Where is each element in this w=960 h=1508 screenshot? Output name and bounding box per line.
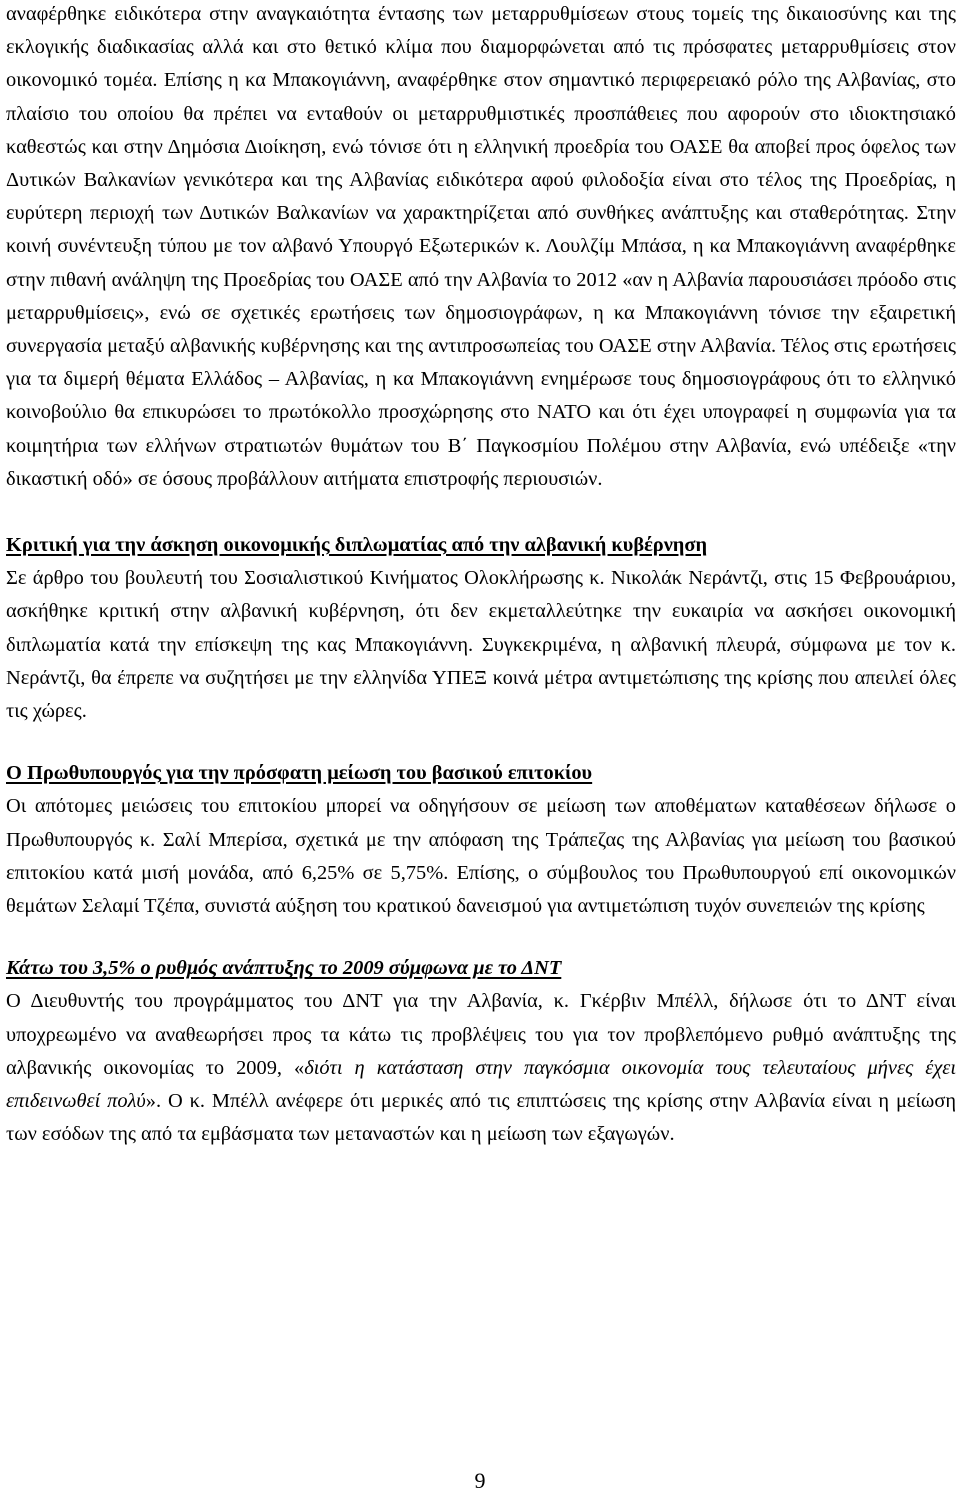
section-body: Σε άρθρο του βουλευτή του Σοσιαλιστικού Κινήματος Ολοκλήρωσης κ. Νικολάκ Νεράντζι, στις 15 Φεβρουάριου, ασκήθηκε κριτική στην αλβανική κυβέρνηση, ότι δεν εκμεταλλεύτηκε την ευκαιρία να ασκήσει οικονομική διπλωματία κατά την επίσκεψη της κας Μπακογιάννη. Συγκεκριμένα, η αλβανική πλευρά, σύμφωνα με τον κ. Νεράντζι, θα έπρεπε να συζητήσει με την ελληνίδα ΥΠΕΞ κοινά μέτρα αντιμετώπισης της κρίσης που απειλεί όλες τις χώρες. [6,567,956,723]
page-number: 9 [474,1468,486,1493]
section-heading: Κριτική για την άσκηση οικονομικής διπλωματίας από την αλβανική κυβέρνηση [6,534,708,557]
section-interest-rate [6,757,956,923]
body-text: Ο Διευθυντής του προγράμματος του ΔΝΤ για την Αλβανία, κ. Γκέρβιν Μπέλλ, δήλωσε ότι το ΔΝΤ είναι υποχρεωμένο να αναθεωρήσει προς τα κάτω τις προβλέψεις του για τον προβλεπόμενο ρυθμό ανάπτυξης της αλβανικής οικονομίας το 2009, « [6,990,956,1079]
section-heading: Κάτω του 3,5% ο ρυθμός ανάπτυξης το 2009 σύμφωνα με το ΔΝΤ [6,957,562,980]
document-page [6,0,956,1152]
section-heading: Ο Πρωθυπουργός για την πρόσφατη μείωση του βασικού επιτοκίου [6,762,593,785]
body-text: ». Ο κ. Μπέλλ ανέφερε ότι μερικές από τις επιπτώσεις της κρίσης στην Αλβανία είναι η μείωση των εσόδων της από τα εμβάσματα των μεταναστών και η μείωση των εξαγωγών. [6,1090,956,1146]
section-body [6,985,956,1151]
section-criticism [6,529,956,728]
intro-paragraph: αναφέρθηκε ειδικότερα στην αναγκαιότητα έντασης των μεταρρυθμίσεων στους τομείς της δικαιοσύνης και της εκλογικής διαδικασίας αλλά και στο θετικό κλίμα που διαμορφώνεται από τις πρόσφατες μεταρρυθμίσεις στον οικονομικό τομέα. Επίσης η κα Μπακογιάννη, αναφέρθηκε στον σημαντικό περιφερειακό ρόλο της Αλβανίας, στο πλαίσιο του οποίου θα πρέπει να ενταθούν οι μεταρρυθμιστικές προσπάθειες που αφορούν στο ιδιοκτησιακό καθεστώς και στην Δημόσια Διοίκηση, ενώ τόνισε ότι η ελληνική προεδρία του ΟΑΣΕ θα αποβεί προς όφελος των Δυτικών Βαλκανίων γενικότερα και της Αλβανίας ειδικότερα αφού φιλοδοξία είναι στο τέλος της Προεδρίας, η ευρύτερη περιοχή των Δυτικών Βαλκανίων να χαρακτηρίζεται από συνθήκες ανάπτυξης και σταθερότητας. Στην κοινή συνέντευξη τύπου με τον αλβανό Υπουργό Εξωτερικών κ. Λουλζίμ Μπάσα, η κα Μπακογιάννη αναφέρθηκε στην πιθανή ανάληψη της Προεδρίας του ΟΑΣΕ από την Αλβανία το 2012 «αν η Αλβανία παρουσιάσει πρόοδο στις μεταρρυθμίσεις», ενώ σε σχετικές ερωτήσεις των δημοσιογράφων, η κα Μπακογιάννη τόνισε την εξαιρετική συνεργασία μεταξύ αλβανικής κυβέρνησης και της αντιπροσωπείας του ΟΑΣΕ στην Αλβανία. Τέλος στις ερωτήσεις για τα διμερή θέματα Ελλάδος – Αλβανίας, η κα Μπακογιάννη ενημέρωσε τους δημοσιογράφους ότι το ελληνικό κοινοβούλιο θα επικυρώσει το πρωτόκολλο προσχώρησης στο ΝΑΤΟ και ότι έχει υπογραφεί η συμφωνία για τα κοιμητήρια των ελλήνων στρατιωτών θυμάτων του Β΄ Παγκοσμίου Πολέμου στην Αλβανία, ενώ υπέδειξε «την δικαστική οδό» σε όσους προβάλλουν αιτήματα επιστροφής περιουσιών. [6,3,956,490]
italic-quote: διότι η κατάσταση στην παγκόσμια οικονομία τους τελευταίους μήνες έχει επιδεινωθεί πολύ [6,1056,956,1113]
section-imf-growth [6,952,956,1151]
section-body: Οι απότομες μειώσεις του επιτοκίου μπορεί να οδηγήσουν σε μείωση των αποθέματων καταθέσεων δήλωσε ο Πρωθυπουργός κ. Σαλί Μπερίσα, σχετικά με την απόφαση της Τράπεζας της Αλβανίας για μείωση του βασικού επιτοκίου κατά μισή μονάδα, από 6,25% σε 5,75%. Επίσης, ο σύμβουλος του Πρωθυπουργού επί οικονομικών θεμάτων Σελαμί Τζέπα, συνιστά αύξηση του κρατικού δανεισμού για αντιμετώπιση τυχόν συνεπειών της κρίσης [6,795,956,918]
